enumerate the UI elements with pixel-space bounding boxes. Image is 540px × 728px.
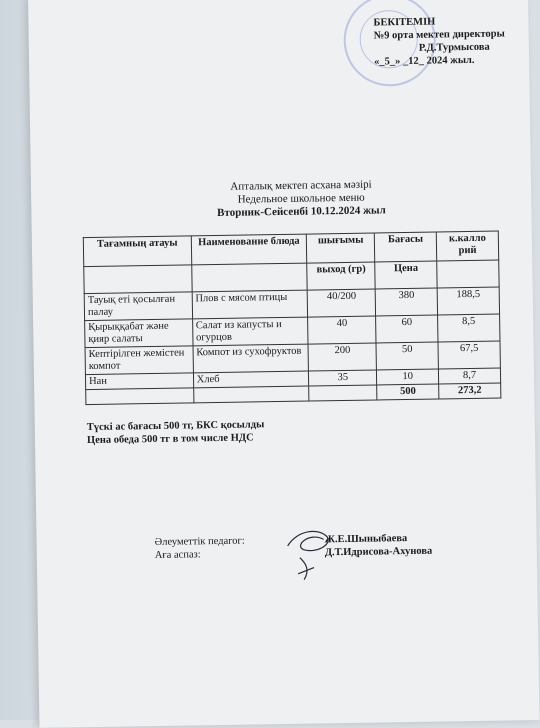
note-russian: Цена обеда 500 тг в том числе НДС	[86, 432, 254, 447]
table-cell: 40/200	[308, 289, 376, 317]
subheader-cell	[84, 265, 192, 294]
table-cell	[86, 388, 194, 405]
menu-table	[83, 231, 502, 406]
table-cell: Хлеб	[193, 371, 309, 388]
note-kazakh: Түскі ас бағасы 500 тг, БКС қосылды	[86, 419, 265, 434]
total-price-cell: 500	[377, 384, 439, 400]
subheader-cell: Цена	[375, 261, 437, 289]
approval-line-name: Р.Д.Турмысова	[418, 41, 490, 54]
table-cell: Нан	[85, 373, 193, 390]
table-cell	[309, 385, 377, 401]
header-cell: Бағасы	[375, 232, 437, 262]
handwritten-signature	[279, 523, 340, 584]
head-cook-role: Аға аспаз:	[154, 549, 201, 562]
menu-document	[28, 0, 539, 728]
table-cell: Компот из сухофруктов	[193, 344, 309, 373]
table-cell: 67,5	[438, 341, 500, 369]
table-cell: 380	[375, 288, 437, 316]
header-cell: шығымы	[307, 233, 375, 263]
signature-block	[154, 531, 474, 562]
table-cell: 10	[377, 369, 439, 385]
table-cell: 60	[376, 315, 438, 343]
title-russian: Недельное школьное меню	[237, 191, 365, 206]
table-cell: Плов с мясом птицы	[192, 290, 308, 319]
approval-line-date: «_5_» _12_ 2024 жыл.	[373, 54, 475, 68]
table-cell: 50	[376, 342, 438, 370]
menu-titles	[181, 178, 422, 221]
table-cell: Кептірілген жемістен компот	[85, 346, 193, 375]
price-notes	[87, 416, 387, 447]
subheader-cell: выход (гр)	[307, 262, 375, 290]
header-cell: Тағамның атауы	[83, 236, 191, 267]
table-cell: Салат из капусты и огурцов	[192, 317, 308, 346]
table-cell	[193, 386, 309, 403]
subheader-cell	[191, 263, 307, 292]
approval-block	[373, 14, 524, 68]
approval-heading: БЕКІТЕМІН	[373, 16, 436, 29]
table-cell: 200	[308, 343, 376, 371]
table-cell: 8,7	[438, 368, 500, 384]
social-pedagogue-name: Ж.Е.Шыныбаева	[324, 533, 408, 546]
title-day-date: Вторник-Сейсенбі 10.12.2024 жыл	[216, 204, 386, 219]
table-cell: 188,5	[437, 287, 499, 315]
subheader-cell	[437, 260, 499, 288]
total-calories-cell: 273,2	[439, 383, 501, 399]
header-cell: к.калло рий	[436, 231, 498, 261]
table-cell: Қырыққабат және қияр салаты	[85, 319, 193, 348]
approval-line-director: №9 орта мектеп директоры	[373, 28, 505, 42]
table-cell: Тауық еті қосылған палау	[84, 292, 192, 321]
header-cell: Наименование блюда	[191, 234, 307, 265]
table-cell: 40	[308, 316, 376, 344]
table-cell: 35	[309, 370, 377, 386]
head-cook-name: Д.Т.Идрисова-Ахунова	[324, 545, 433, 559]
title-kazakh: Апталық мектеп асхана мәзірі	[230, 178, 372, 193]
social-pedagogue-role: Әлеуметтік педагог:	[154, 535, 245, 549]
table-cell: 8,5	[438, 314, 500, 342]
